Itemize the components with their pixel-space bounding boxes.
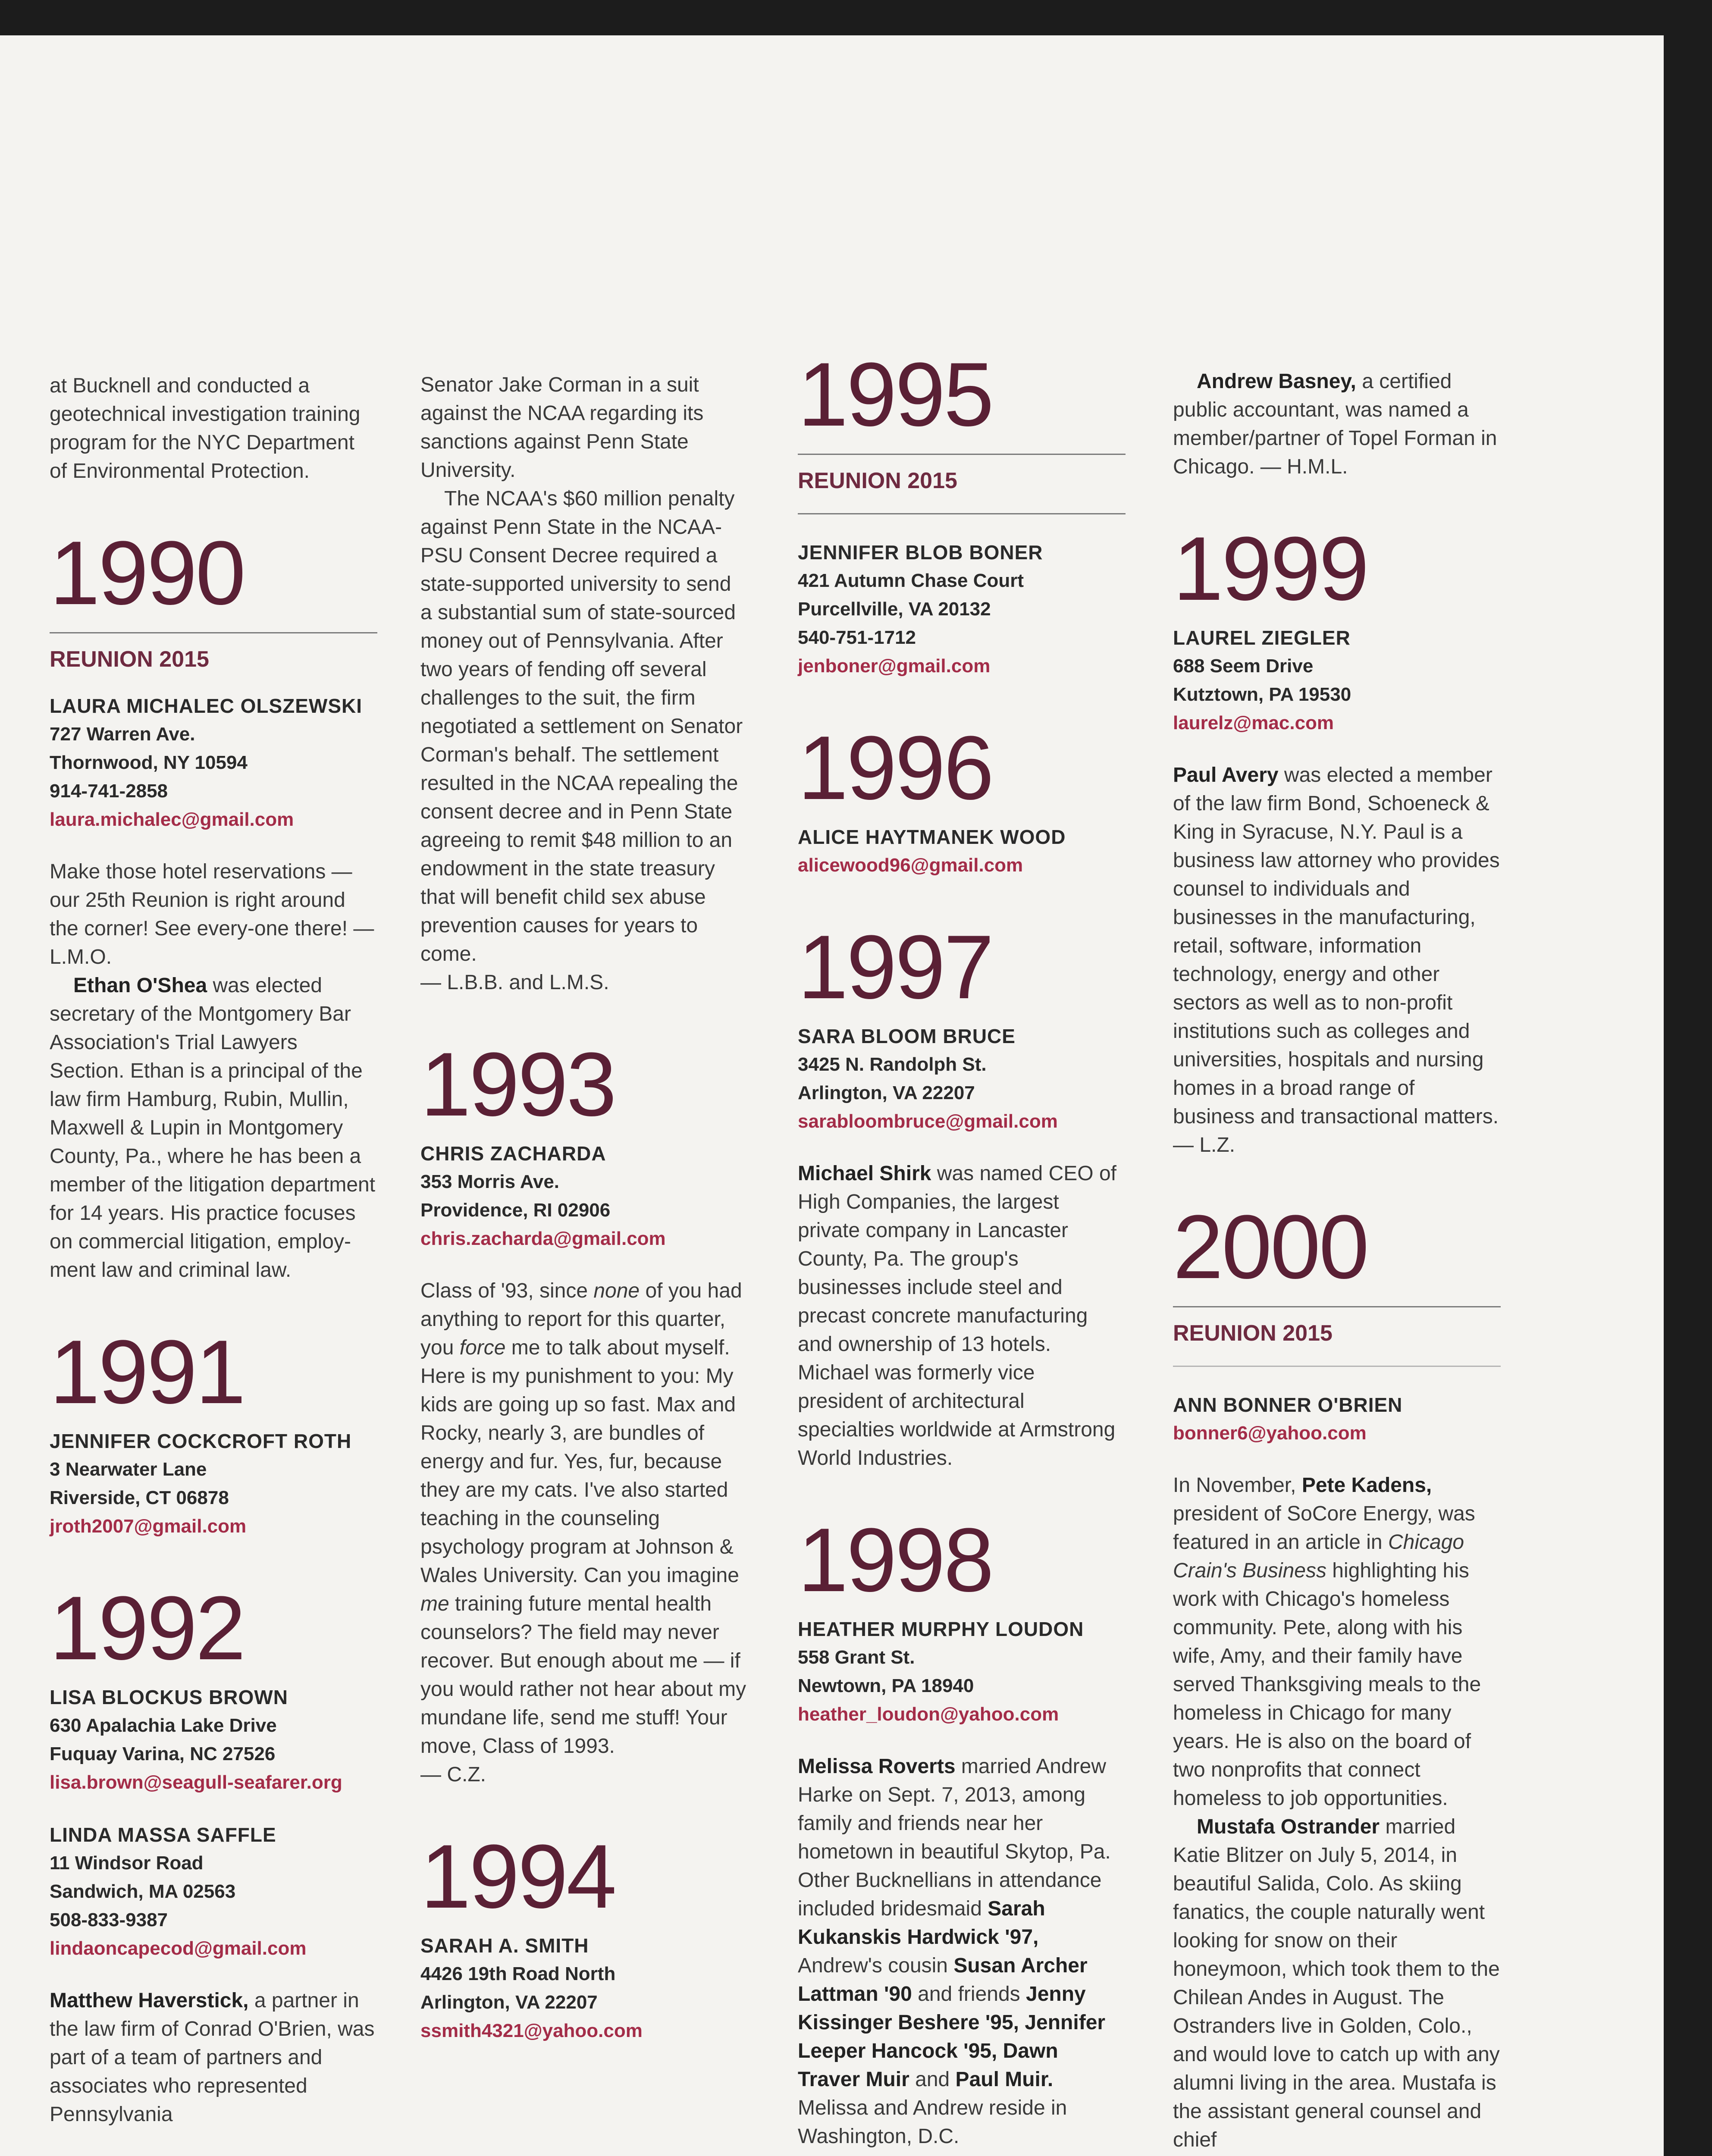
reporter-email[interactable]: laura.michalec@gmail.com — [50, 809, 294, 830]
alumni-name: Ethan O'Shea — [73, 974, 207, 997]
class-reporter-contact — [1173, 624, 1501, 737]
reporter-email[interactable]: sarabloombruce@gmail.com — [798, 1111, 1058, 1132]
note-text: married Andrew Harke on Sept. 7, 2013, among family and friends near her hometown in beautiful Skytop, Pa. Other Bucknellians in attendance included bridesmaid — [798, 1755, 1111, 1920]
class-note — [1173, 367, 1501, 481]
reporter-name: CHRIS ZACHARDA — [420, 1142, 606, 1165]
reporter-address: 630 Apalachia Lake Drive — [50, 1715, 277, 1736]
class-year-1990: 1990 — [50, 522, 245, 624]
class-reporter-contact — [420, 1139, 748, 1253]
note-text: Class of '93, since — [420, 1279, 594, 1302]
reporter-email[interactable]: chris.zacharda@gmail.com — [420, 1228, 666, 1249]
reporter-email[interactable]: ssmith4321@yahoo.com — [420, 2020, 643, 2041]
reporter-address: 421 Autumn Chase Court — [798, 570, 1024, 591]
reporter-city: Fuquay Varina, NC 27526 — [50, 1743, 276, 1764]
reporter-phone: 540-751-1712 — [798, 627, 916, 648]
class-note — [1173, 1471, 1501, 2154]
class-reporter-contact — [798, 823, 1126, 880]
class-year-1999: 1999 — [1173, 518, 1368, 619]
alumni-name: Jenny Kissinger Beshere '95, Jennifer Leeper Hancock '95, Dawn Traver Muir — [798, 1983, 1106, 2091]
class-year-1995: 1995 — [798, 344, 993, 445]
note-text: me to talk about myself. Here is my punishment to you: My kids are going up so fast. Max and Rocky, nearly 3, are bundles of energy and fur. Yes, fur, because they are my cats. I've also started teaching in the counseling psychology program at Johnson & Wales University. Can you imagine — [420, 1336, 739, 1587]
class-note — [420, 371, 748, 997]
reporter-city: Newtown, PA 18940 — [798, 1675, 974, 1696]
divider — [1173, 1306, 1501, 1307]
continued-paragraph: at Bucknell and conducted a geotechnical investigation training program for the NYC Department of Environmental Protection. — [50, 374, 361, 483]
reporter-city: Kutztown, PA 19530 — [1173, 684, 1351, 705]
class-year-1994: 1994 — [420, 1826, 615, 1927]
reporter-email[interactable]: lisa.brown@seagull-seafarer.org — [50, 1772, 342, 1793]
reporter-city: Providence, RI 02906 — [420, 1200, 611, 1221]
class-reporter-contact — [50, 1427, 377, 1541]
alumni-name: Paul Avery — [1173, 764, 1279, 787]
reporter-address: 3 Nearwater Lane — [50, 1459, 207, 1480]
reunion-label: REUNION 2015 — [50, 647, 209, 672]
note-paragraph — [1173, 761, 1501, 1159]
reunion-label: REUNION 2015 — [798, 468, 957, 493]
reporter-city: Thornwood, NY 10594 — [50, 752, 248, 773]
reporter-name: JENNIFER BLOB BONER — [798, 541, 1043, 564]
note-text: a partner in the law firm of Conrad O'Brien, was part of a team of partners and associates who represented Pennsylvania — [50, 1989, 375, 2126]
alumni-name: Sarah Kukanskis Hardwick '97, — [798, 1897, 1045, 1949]
note-text: was elected a member of the law firm Bond, Schoeneck & King in Syracuse, N.Y. Paul is a business law attorney who provides counsel to individuals and businesses in the manufacturing, retail, software, information technology, energy and other sectors as well as to non-profit institutions such as colleges and universities, hospitals and nursing homes in a broad range of business and transactional matters. — L.Z. — [1173, 764, 1500, 1156]
reporter-email[interactable]: alicewood96@gmail.com — [798, 855, 1023, 876]
reporter-city: Purcellville, VA 20132 — [798, 599, 991, 620]
class-year-2000: 2000 — [1173, 1196, 1368, 1297]
class-reporter-contact — [50, 1821, 377, 1963]
reunion-label: REUNION 2015 — [1173, 1321, 1333, 1346]
class-reporter-contact — [420, 1931, 748, 2045]
column-1 — [50, 372, 377, 2129]
class-reporter-contact — [50, 692, 377, 834]
alumni-name: Susan Archer Lattman '90 — [798, 1954, 1088, 2006]
note-paragraph — [50, 971, 377, 1285]
note-paragraph: Make those hotel reservations — our 25th Reunion is right around the corner! See every-one there! — L.M.O. — [50, 860, 374, 968]
alumni-name: Michael Shirk — [798, 1162, 931, 1185]
note-text: training future mental health counselors? The field may never recover. But enough about me — if you would rather not hear about my mundane life, send me stuff! Your move, Class of 1993. — [420, 1592, 746, 1758]
class-note — [50, 858, 377, 1285]
class-year-1997: 1997 — [798, 916, 993, 1018]
note-paragraph — [1173, 1471, 1501, 1813]
note-paragraph — [798, 1752, 1126, 2151]
note-text: a certified public accountant, was named a member/partner of Topel Forman in Chicago. — H.M.L. — [1173, 370, 1497, 478]
reporter-name: ANN BONNER O'BRIEN — [1173, 1394, 1403, 1416]
note-text: married Katie Blitzer on July 5, 2014, in beautiful Salida, Colo. As skiing fanatics, the couple naturally went looking for snow on their honeymoon, which took them to the Chilean Andes in August. The Ostranders live in Golden, Colo., and would love to catch up with any alumni living in the area. Mustafa is the assistant general counsel and chief — [1173, 1815, 1500, 2151]
class-note — [1173, 761, 1501, 1159]
reporter-name: LINDA MASSA SAFFLE — [50, 1824, 276, 1846]
reporter-email[interactable]: jroth2007@gmail.com — [50, 1516, 247, 1537]
reporter-city: Riverside, CT 06878 — [50, 1487, 229, 1508]
note-text: president of SoCore Energy, was featured in an article in — [1173, 1502, 1475, 1554]
note-paragraph — [50, 1987, 377, 2129]
magazine-page — [0, 35, 1664, 2156]
reporter-name: LAUREL ZIEGLER — [1173, 627, 1351, 649]
class-reporter-contact — [1173, 1391, 1501, 1448]
divider — [1173, 1366, 1501, 1367]
class-year-1991: 1991 — [50, 1321, 245, 1423]
alumni-name: Matthew Haverstick, — [50, 1989, 249, 2012]
alumni-name: Pete Kadens, — [1301, 1474, 1432, 1497]
note-text: Melissa and Andrew reside in Washington, D.C. — [798, 2096, 1067, 2148]
note-text: and friends — [912, 1983, 1026, 2006]
reporter-phone: 508-833-9387 — [50, 1909, 168, 1930]
class-reporter-contact — [798, 1615, 1126, 1729]
reporter-name: LISA BLOCKUS BROWN — [50, 1686, 288, 1708]
class-reporter-contact — [798, 538, 1126, 680]
emphasis: none — [593, 1279, 640, 1302]
column-4 — [1173, 367, 1501, 2154]
class-year-1992: 1992 — [50, 1577, 245, 1679]
reporter-name: SARAH A. SMITH — [420, 1934, 589, 1957]
reporter-name: SARA BLOOM BRUCE — [798, 1025, 1016, 1047]
reporter-address: 4426 19th Road North — [420, 1963, 616, 1984]
note-text: of you had anything to report for this quarter, you — [420, 1279, 742, 1359]
note-text: and — [909, 2068, 956, 2091]
class-note — [420, 1277, 748, 1789]
note-paragraph — [1173, 1813, 1501, 2154]
alumni-name: Melissa Roverts — [798, 1755, 956, 1778]
note-text: In November, — [1173, 1474, 1302, 1497]
reporter-email[interactable]: heather_loudon@yahoo.com — [798, 1704, 1059, 1725]
note-signature: — L.B.B. and L.M.S. — [420, 971, 609, 994]
reporter-city: Sandwich, MA 02563 — [50, 1881, 236, 1902]
alumni-name: Mustafa Ostrander — [1197, 1815, 1380, 1838]
note-paragraph — [798, 1159, 1126, 1473]
class-note — [50, 1987, 377, 2129]
alumni-name: Andrew Basney, — [1197, 370, 1356, 393]
reporter-address: 727 Warren Ave. — [50, 724, 195, 745]
note-text: was elected secretary of the Montgomery Bar Association's Trial Lawyers Section. Ethan is a principal of the law firm Hamburg, Rubin, Mullin, Maxwell & Lupin in Montgomery County, Pa., where he has been a member of the litigation department for 14 years. His practice focuses on commercial litigation, employ-ment law and criminal law. — [50, 974, 376, 1282]
reporter-address: 688 Seem Drive — [1173, 655, 1314, 677]
publication-title: Chicago Crain's Business — [1173, 1531, 1464, 1582]
divider — [798, 454, 1126, 455]
column-3 — [798, 344, 1126, 2151]
class-note — [798, 1159, 1126, 1473]
reporter-name: JENNIFER COCKCROFT ROTH — [50, 1430, 352, 1452]
note-paragraph — [1173, 367, 1501, 481]
note-paragraph: The NCAA's $60 million penalty against Penn State in the NCAA-PSU Consent Decree required a state-supported university to send a substantial sum of state-sourced money out of Pennsylvania. After two years of fending off several challenges to the suit, the firm negotiated a settlement on Senator Corman's behalf. The settlement resulted in the NCAA repealing the consent decree and in Penn State agreeing to remit $48 million to an endowment in the state treasury that will benefit child sex abuse prevention causes for years to come. — [420, 487, 743, 965]
note-text: highlighting his work with Chicago's homeless community. Pete, along with his wife, Amy, and their family have served Thanksgiving meals to the homeless in Chicago for many years. He is also on the board of two nonprofits that connect homeless to job opportunities. — [1173, 1559, 1481, 1810]
reporter-address: 558 Grant St. — [798, 1647, 915, 1668]
reporter-name: HEATHER MURPHY LOUDON — [798, 1618, 1084, 1640]
note-signature: — C.Z. — [420, 1763, 486, 1786]
reporter-name: ALICE HAYTMANEK WOOD — [798, 826, 1066, 848]
class-note — [798, 1752, 1126, 2151]
divider — [798, 513, 1126, 514]
reporter-email[interactable]: lindaoncapecod@gmail.com — [50, 1938, 307, 1959]
note-text: was named CEO of High Companies, the largest private company in Lancaster County, Pa. The group's businesses include steel and precast concrete manufacturing and ownership of 13 hotels. Michael was formerly vice president of architectural specialties worldwide at Armstrong World Industries. — [798, 1162, 1116, 1470]
class-year-1998: 1998 — [798, 1509, 993, 1611]
column-2 — [420, 371, 748, 2045]
reporter-email[interactable]: laurelz@mac.com — [1173, 712, 1334, 733]
emphasis: force — [459, 1336, 506, 1359]
reporter-email[interactable]: bonner6@yahoo.com — [1173, 1423, 1367, 1444]
reporter-address: 3425 N. Randolph St. — [798, 1054, 987, 1075]
note-text: Andrew's cousin — [798, 1954, 954, 1977]
alumni-name: Paul Muir. — [955, 2068, 1054, 2091]
reporter-name: LAURA MICHALEC OLSZEWSKI — [50, 695, 363, 717]
reporter-city: Arlington, VA 22207 — [420, 1992, 598, 2013]
class-year-1996: 1996 — [798, 717, 993, 818]
reporter-address: 11 Windsor Road — [50, 1852, 204, 1874]
divider — [50, 632, 377, 633]
reporter-phone: 914-741-2858 — [50, 780, 168, 802]
reporter-address: 353 Morris Ave. — [420, 1171, 560, 1192]
reporter-email[interactable]: jenboner@gmail.com — [798, 655, 991, 677]
reporter-city: Arlington, VA 22207 — [798, 1082, 975, 1103]
class-year-1993: 1993 — [420, 1034, 615, 1135]
emphasis: me — [420, 1592, 449, 1615]
note-paragraph — [420, 1277, 748, 1761]
class-reporter-contact — [798, 1022, 1126, 1136]
class-reporter-contact — [50, 1683, 377, 1797]
note-paragraph: Senator Jake Corman in a suit against the NCAA regarding its sanctions against Penn State University. — [420, 373, 704, 482]
